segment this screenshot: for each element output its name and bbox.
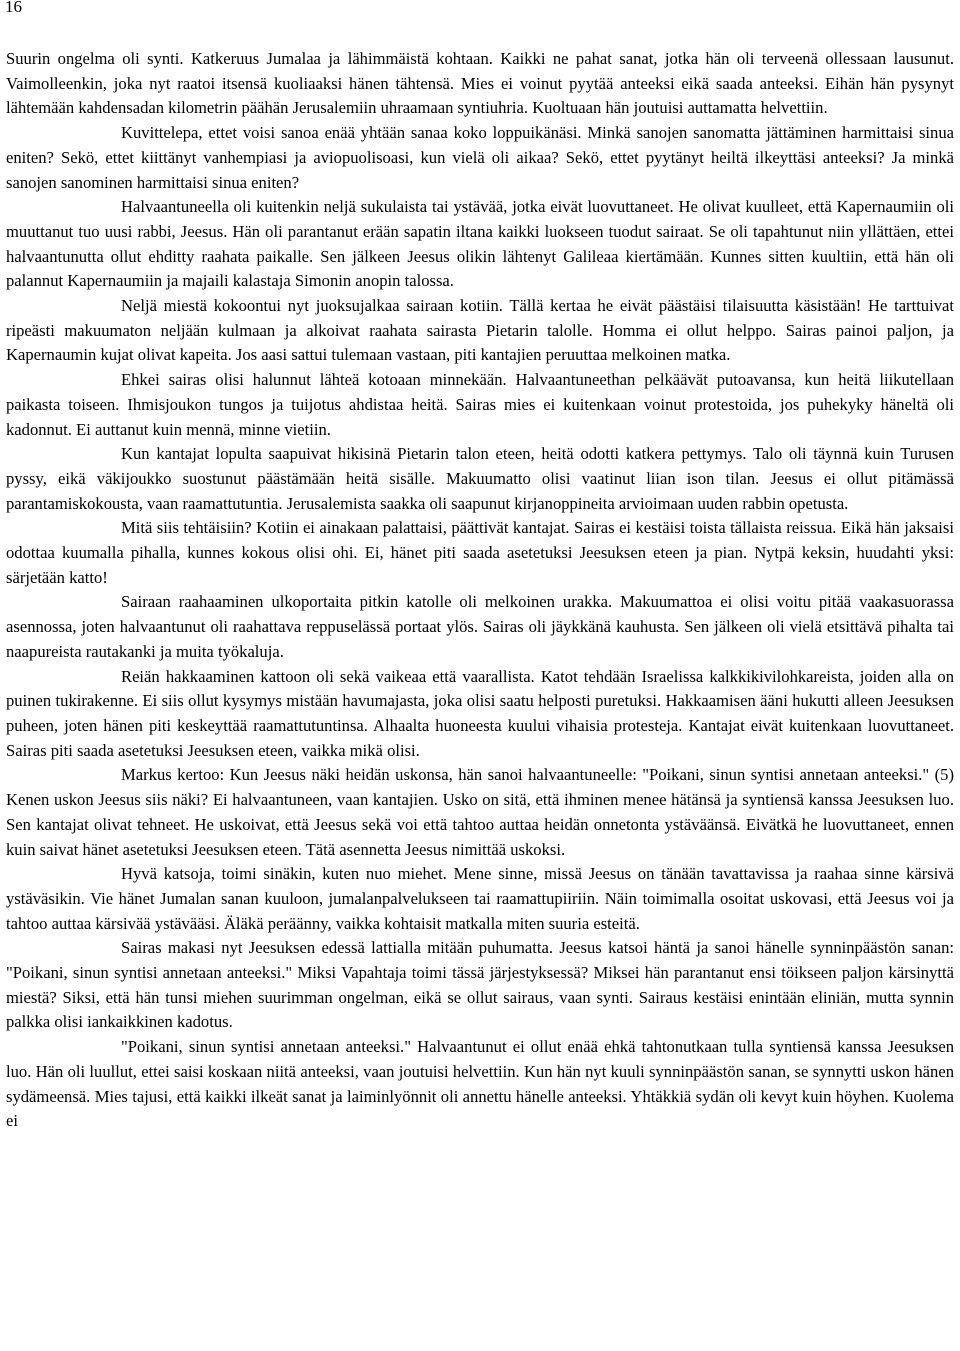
paragraph: Neljä miestä kokoontui nyt juoksujalkaa sairaan kotiin. Tällä kertaa he eivät päästäisi tilaisuutta käsistään! He tarttuivat ripeästi makuumaton neljään kulmaan ja alkoivat raahata sairasta Pietarin talolle. Homma ei ollut helppo. Sairas painoi paljon, ja Kapernaumin kujat olivat kapeita. Jos aasi sattui tulemaan vastaan, piti kantajien peruuttaa melkoinen matka. [6,296,954,365]
paragraph: Reiän hakkaaminen kattoon oli sekä vaikeaa että vaarallista. Katot tehdään Israelissa kalkkikivilohkareista, joiden alla on puinen tukirakenne. Ei siis ollut kysymys mistään havumajasta, joka olisi saatu helposti puretuksi. Hakkaamisen ääni hukutti alleen Jeesuksen puheen, joten hänen piti keskeyttää raamattutuntinsa. Alhaalta huoneesta kuului vihaisia protesteja. Kantajat eivät kuitenkaan luovuttaneet. Sairas piti saada asetetuksi Jeesuksen eteen, vaikka mikä olisi. [6,666,954,760]
paragraph: Suurin ongelma oli synti. Katkeruus Jumalaa ja lähimmäistä kohtaan. Kaikki ne pahat sanat, jotka hän oli terveenä ollessaan lausunut. Vaimolleenkin, joka nyt raatoi itsensä kuoliaaksi hänen tähtensä. Mies ei voinut pyytää anteeksi eikä saada anteeksi. Eihän hän pysynyt lähtemään kahdensadan kilometrin päähän Jerusalemiin uhraamaan syntiuhria. Kuoltuaan hän joutuisi auttamatta helvettiin. [6,49,954,118]
paragraph: Mitä siis tehtäisiin? Kotiin ei ainakaan palattaisi, päättivät kantajat. Sairas ei kestäisi toista tällaista reissua. Eikä hän jaksaisi odottaa kuumalla pihalla, kunnes kokous olisi ohi. Ei, hänet piti saada asetetuksi Jeesuksen eteen ja pian. Nytpä keksin, huudahti yksi: särjetään katto! [6,518,954,587]
paragraph: Sairaan raahaaminen ulkoportaita pitkin katolle oli melkoinen urakka. Makuumattoa ei olisi voitu pitää vaakasuorassa asennossa, joten halvaantunut oli raahattava reppuselässä portaat ylös. Sairas oli jäykkänä kauhusta. Sen jälkeen oli vielä etsittävä pihalta tai naapureista rautakanki ja muita työkaluja. [6,592,954,661]
paragraph: Sairas makasi nyt Jeesuksen edessä lattialla mitään puhumatta. Jeesus katsoi häntä ja sanoi hänelle synninpäästön sanan: "Poikani, sinun syntisi annetaan anteeksi." Miksi Vapahtaja toimi tässä järjestyksessä? Miksei hän parantanut ensi töikseen paljon kärsinyttä miestä? Siksi, että hän tunsi miehen suurimman ongelman, eikä se ollut sairaus, vaan synti. Sairaus kestäisi enintään eliniän, mutta synnin palkka olisi iankaikkinen kadotus. [6,938,954,1032]
page-number: 16 [5,0,22,16]
paragraph: "Poikani, sinun syntisi annetaan anteeksi." Halvaantunut ei ollut enää ehkä tahtonutkaan tulla syntiensä kanssa Jeesuksen luo. Hän oli luullut, ettei saisi koskaan niitä anteeksi, vaan joutuisi helvettiin. Kun hän nyt kuuli synninpäästön sanan, se synnytti uskon hänen sydämeensä. Mies tajusi, että kaikki ilkeät sanat ja laiminlyönnit oli annettu hänelle anteeksi. Yhtäkkiä sydän oli kevyt kuin höyhen. Kuolema ei [6,1037,954,1131]
paragraph: Hyvä katsoja, toimi sinäkin, kuten nuo miehet. Mene sinne, missä Jeesus on tänään tavattavissa ja raahaa sinne kärsivä ystäväsikin. Vie hänet Jumalan sanan kuuloon, jumalanpalvelukseen tai raamattupiiriin. Näin toimimalla osoitat uskovasi, että Jeesus voi ja tahtoo auttaa kärsivää ystävääsi. Äläkä peräänny, vaikka kohtaisit matkalla miten suuria esteitä. [6,864,954,933]
paragraph: Kuvittelepa, ettet voisi sanoa enää yhtään sanaa koko loppuikänäsi. Minkä sanojen sanomatta jättäminen harmittaisi sinua eniten? Sekö, ettet kiittänyt vanhempiasi ja aviopuolisoasi, kun vielä oli aikaa? Sekö, ettet pyytänyt heiltä ilkeyttäsi anteeksi? Ja minkä sanojen sanominen harmittaisi sinua eniten? [6,123,954,192]
body-text [6,47,954,1134]
paragraph: Halvaantuneella oli kuitenkin neljä sukulaista tai ystävää, jotka eivät luovuttaneet. He olivat kuulleet, että Kapernaumiin oli muuttanut tuo uusi rabbi, Jeesus. Hän oli parantanut erään sapatin iltana kaikki luokseen tuodut sairaat. Se oli tapahtunut niin yllättäen, ettei halvaantunutta ollut ehditty raahata paikalle. Sen jälkeen Jeesus olikin lähtenyt Galileaa kiertämään. Kunnes sitten kuultiin, että hän oli palannut Kapernaumiin ja majaili kalastaja Simonin anopin talossa. [6,197,954,291]
paragraph: Markus kertoo: Kun Jeesus näki heidän uskonsa, hän sanoi halvaantuneelle: "Poikani, sinun syntisi annetaan anteeksi." (5) Kenen uskon Jeesus siis näki? Ei halvaantuneen, vaan kantajien. Usko on sitä, että ihminen menee hätänsä ja syntiensä kanssa Jeesuksen luo. Sen kantajat olivat tehneet. He uskoivat, että Jeesus sekä voi että tahtoo auttaa heidän onnetonta ystäväänsä. Eivätkä he luovuttaneet, ennen kuin saivat hänet asetetuksi Jeesuksen eteen. Tätä asennetta Jeesus nimittää uskoksi. [6,765,954,859]
paragraph: Ehkei sairas olisi halunnut lähteä kotoaan minnekään. Halvaantuneethan pelkäävät putoavansa, kun heitä liikutellaan paikasta toiseen. Ihmisjoukon tungos ja tuijotus ahdistaa heitä. Sairas mies ei kuitenkaan voinut protestoida, jos puhekyky häneltä oli kadonnut. Ei auttanut kuin mennä, minne vietiin. [6,370,954,439]
paragraph: Kun kantajat lopulta saapuivat hikisinä Pietarin talon eteen, heitä odotti katkera pettymys. Talo oli täynnä kuin Turusen pyssy, eikä väkijoukko suostunut päästämään heitä sisälle. Makuumatto olisi vaatinut liian ison tilan. Jeesus ei ollut pitämässä parantamiskokousta, vaan raamattutuntia. Jerusalemista saakka oli saapunut kirjanoppineita arvioimaan uuden rabbin opetusta. [6,444,954,513]
